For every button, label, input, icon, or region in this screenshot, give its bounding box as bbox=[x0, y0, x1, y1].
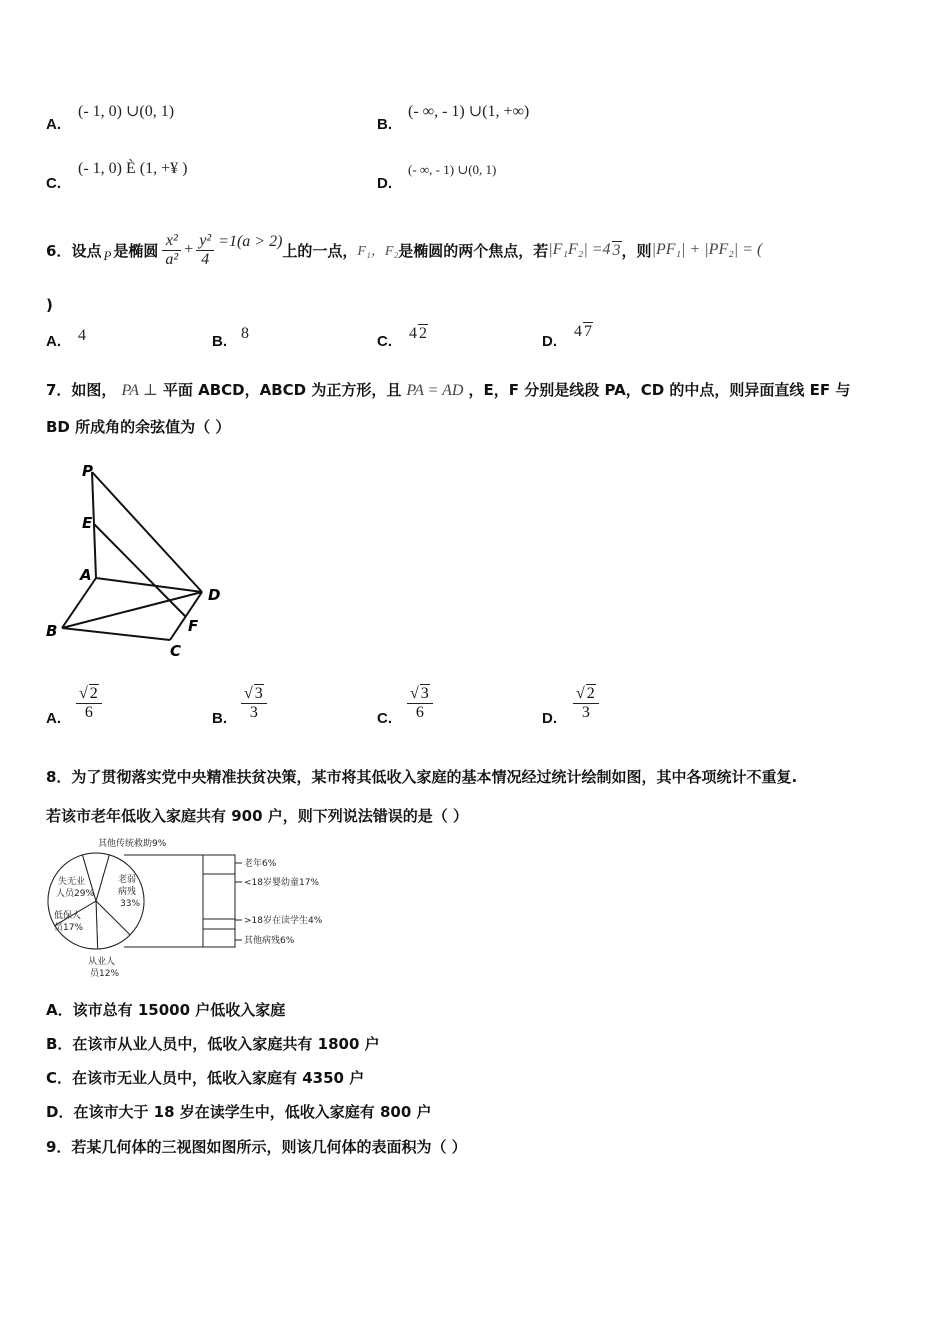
q7-option-c-value bbox=[407, 684, 433, 722]
q6-text-5: ，则 bbox=[621, 241, 652, 260]
q6-close-paren: ) bbox=[46, 296, 53, 314]
label-old: 老年6% bbox=[244, 859, 277, 869]
breakdown-bar bbox=[203, 855, 235, 947]
q6-option-a-label: A. bbox=[46, 333, 61, 350]
q7-option-c-rad: 3 bbox=[420, 685, 429, 702]
label-other-rescue: 其他传统救助9% bbox=[98, 839, 167, 849]
q8-option-d: D．在该市大于 18 岁在读学生中，低收入家庭有 800 户 bbox=[46, 1103, 432, 1121]
q6-frac-x-num: x² bbox=[165, 231, 178, 249]
label-f: F bbox=[188, 617, 199, 635]
label-employed-1: 从业人 bbox=[88, 957, 116, 967]
label-under18: <18岁婴幼童17% bbox=[244, 878, 319, 888]
q6-option-b-value: 8 bbox=[241, 325, 249, 342]
q8-option-a: A．该市总有 15000 户低收入家庭 bbox=[46, 1001, 286, 1019]
q6-condition: |F₁F₂| =4 bbox=[548, 241, 611, 258]
q6-number: 6． bbox=[46, 241, 72, 260]
edge-pd bbox=[92, 472, 202, 592]
q5-option-b-label: B. bbox=[377, 116, 392, 133]
q5-option-c-text: (- 1, 0) È (1, +¥ ) bbox=[78, 160, 188, 177]
q6-option-b-label: B. bbox=[212, 333, 227, 350]
q7-option-b-rad: 3 bbox=[254, 685, 263, 702]
q6-frac-y-num: y² bbox=[199, 231, 212, 249]
q7-option-a-label: A. bbox=[46, 710, 61, 727]
q7-option-d-num: √ 2 bbox=[576, 685, 595, 702]
q8-option-b: B．在该市从业人员中，低收入家庭共有 1800 户 bbox=[46, 1035, 380, 1053]
q7-option-d-rad: 2 bbox=[586, 685, 595, 702]
q6-option-d-radical: 7 bbox=[584, 323, 592, 340]
q8-stem-line-2: 若该市老年低收入家庭共有 900 户，则下列说法错误的是（ ） bbox=[46, 807, 468, 825]
q7-option-c-num: √ 3 bbox=[410, 685, 429, 702]
q6-text-2: 是椭圆 bbox=[113, 241, 159, 260]
q7-pa-eq-ad: PA = AD bbox=[406, 382, 464, 399]
q7-text-a: 7．如图， bbox=[46, 381, 117, 399]
edge-bc bbox=[62, 628, 170, 640]
label-lowsec-2: 员17% bbox=[54, 923, 84, 933]
q8-stem-line-1: 8．为了贯彻落实党中央精准扶贫决策，某市将其低收入家庭的基本情况经过统计绘制如图，其中各项统计不重复. bbox=[46, 768, 798, 786]
label-c: C bbox=[170, 642, 182, 660]
q6-expression: |PF₁| + |PF₂| = ( bbox=[651, 241, 763, 258]
label-p: P bbox=[82, 462, 93, 480]
q7-option-b-num: √ 3 bbox=[244, 685, 263, 702]
q6-option-d-value bbox=[574, 322, 593, 341]
q7-pyramid-figure bbox=[42, 458, 232, 670]
q6-option-a-value: 4 bbox=[78, 327, 86, 344]
q7-option-d-label: D. bbox=[542, 710, 557, 727]
q6-frac-y bbox=[196, 232, 214, 269]
q5-option-d-label: D. bbox=[377, 175, 392, 192]
label-disabled-1: 老弱 bbox=[118, 875, 137, 885]
label-lowsec-1: 低保人 bbox=[54, 911, 82, 921]
q6-condition-radical: 3 bbox=[612, 241, 621, 259]
label-a: A bbox=[80, 566, 92, 584]
q6-option-d-label: D. bbox=[542, 333, 557, 350]
q7-option-c-den: 6 bbox=[407, 703, 433, 722]
label-unemployed-1: 失无业 bbox=[58, 877, 86, 887]
q5-option-a-text: (- 1, 0) ∪(0, 1) bbox=[78, 103, 175, 120]
q7-option-a-num: √ 2 bbox=[79, 685, 98, 702]
q7-pa-perp: PA ⊥ bbox=[121, 382, 158, 399]
q6-frac-x-den: a² bbox=[162, 250, 181, 269]
q7-stem-line-1 bbox=[46, 379, 850, 400]
q7-text-b: 平面 ABCD，ABCD 为正方形，且 bbox=[162, 381, 402, 399]
q5-option-a-label: A. bbox=[46, 116, 61, 133]
label-student: >18岁在读学生4% bbox=[244, 916, 323, 926]
q6-foci: F₁，F₂ bbox=[357, 244, 399, 259]
q6-point-p: P bbox=[103, 248, 112, 263]
label-unemployed-2: 人员29% bbox=[56, 889, 95, 899]
label-disabled-3: 33% bbox=[120, 899, 141, 909]
q8-option-c: C．在该市无业人员中，低收入家庭有 4350 户 bbox=[46, 1069, 365, 1087]
q6-plus: + bbox=[184, 241, 194, 258]
label-d: D bbox=[208, 586, 221, 604]
q7-option-d-den: 3 bbox=[573, 703, 599, 722]
label-disabled-2: 病残 bbox=[118, 887, 137, 897]
q6-option-c-radical: 2 bbox=[419, 325, 427, 342]
q6-text-3: 上的一点， bbox=[282, 241, 358, 260]
q6-frac-x bbox=[162, 232, 181, 269]
q7-option-a-den: 6 bbox=[76, 703, 102, 722]
q7-option-c-label: C. bbox=[377, 710, 392, 727]
label-other-sick: 其他病残6% bbox=[244, 936, 295, 946]
q7-option-b-den: 3 bbox=[241, 703, 267, 722]
q6-option-d-coef: 4 bbox=[574, 323, 582, 340]
q7-option-b-value bbox=[241, 684, 267, 722]
q7-text-c: ，E，F 分别是线段 PA，CD 的中点，则异面直线 EF 与 bbox=[468, 381, 851, 399]
q7-option-d-value bbox=[573, 684, 599, 722]
q6-stem bbox=[46, 220, 762, 280]
q9-stem: 9．若某几何体的三视图如图所示，则该几何体的表面积为（ ） bbox=[46, 1138, 467, 1156]
q8-pie-chart bbox=[44, 836, 344, 982]
q7-option-b-label: B. bbox=[212, 710, 227, 727]
q5-option-c-label: C. bbox=[46, 175, 61, 192]
q7-option-a-rad: 2 bbox=[89, 685, 98, 702]
segment-ef bbox=[94, 524, 185, 616]
q6-equation-tail: =1(a > 2) bbox=[218, 233, 283, 250]
label-employed-2: 员12% bbox=[90, 969, 120, 979]
q6-text-4: 是椭圆的两个焦点，若 bbox=[398, 241, 549, 260]
q5-option-b-text: (- ∞, - 1) ∪(1, +∞) bbox=[408, 103, 530, 120]
q7-stem-line-2: BD 所成角的余弦值为（ ） bbox=[46, 418, 231, 436]
q6-option-c-value bbox=[409, 324, 428, 343]
q6-frac-y-den: 4 bbox=[196, 250, 214, 269]
q6-text-1: 设点 bbox=[71, 241, 102, 260]
q6-option-c-label: C. bbox=[377, 333, 392, 350]
label-e: E bbox=[82, 514, 93, 532]
q5-option-d-text: (- ∞, - 1) ∪(0, 1) bbox=[408, 162, 497, 177]
q7-option-a-value bbox=[76, 684, 102, 722]
label-b: B bbox=[46, 622, 58, 640]
q6-option-c-coef: 4 bbox=[409, 325, 417, 342]
